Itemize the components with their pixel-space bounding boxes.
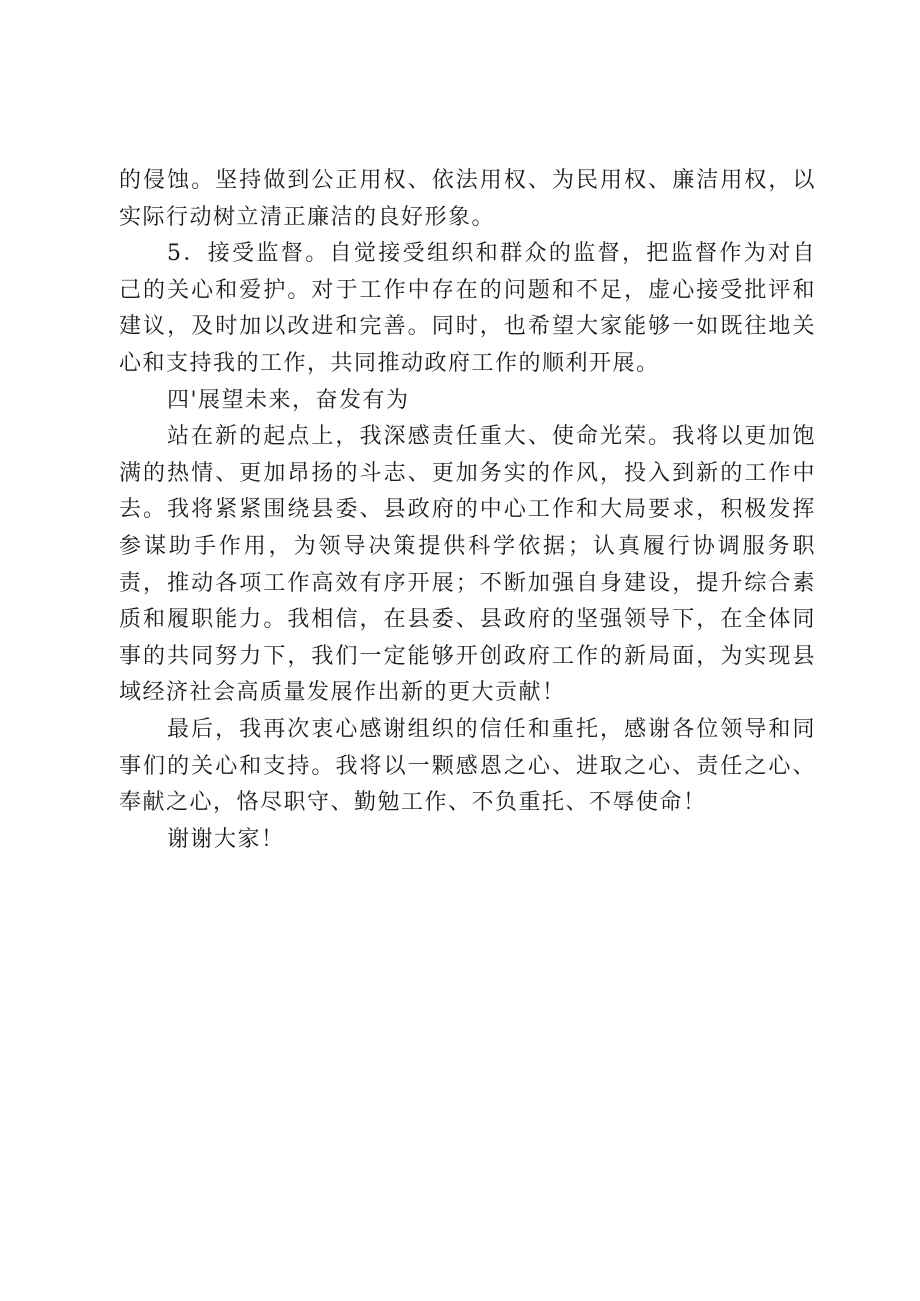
section-heading-outlook: 四'展望未来，奋发有为 xyxy=(167,387,410,413)
paragraph-integrity-continued: 的侵蚀。坚持做到公正用权、依法用权、为民用权、廉洁用权，以实际行动树立清正廉洁的良好形象。 xyxy=(119,168,816,230)
paragraph-accept-supervision: 5．接受监督。自觉接受组织和群众的监督，把监督作为对自己的关心和爱护。对于工作中存在的问题和不足，虚心接受批评和建议，及时加以改进和完善。同时，也希望大家能够一如既往地关心和支持我的工作，共同推动政府工作的顺利开展。 xyxy=(119,241,816,376)
paragraph-closing-thanks: 最后，我再次衷心感谢组织的信任和重托，感谢各位领导和同事们的关心和支持。我将以一颗感恩之心、进取之心、责任之心、奉献之心，恪尽职守、勤勉工作、不负重托、不辱使命！ xyxy=(119,716,816,816)
paragraph-new-starting-point: 站在新的起点上，我深感责任重大、使命光荣。我将以更加饱满的热情、更加昂扬的斗志、更加务实的作风，投入到新的工作中去。我将紧紧围绕县委、县政府的中心工作和大局要求，积极发挥参谋助手作用，为领导决策提供科学依据；认真履行协调服务职责，推动各项工作高效有序开展；不断加强自身建设，提升综合素质和履职能力。我相信，在县委、县政府的坚强领导下，在全体同事的共同努力下，我们一定能够开创政府工作的新局面，为实现县域经济社会高质量发展作出新的更大贡献！ xyxy=(119,424,816,706)
paragraph-thank-you: 谢谢大家！ xyxy=(167,826,285,852)
document-body xyxy=(119,163,816,858)
